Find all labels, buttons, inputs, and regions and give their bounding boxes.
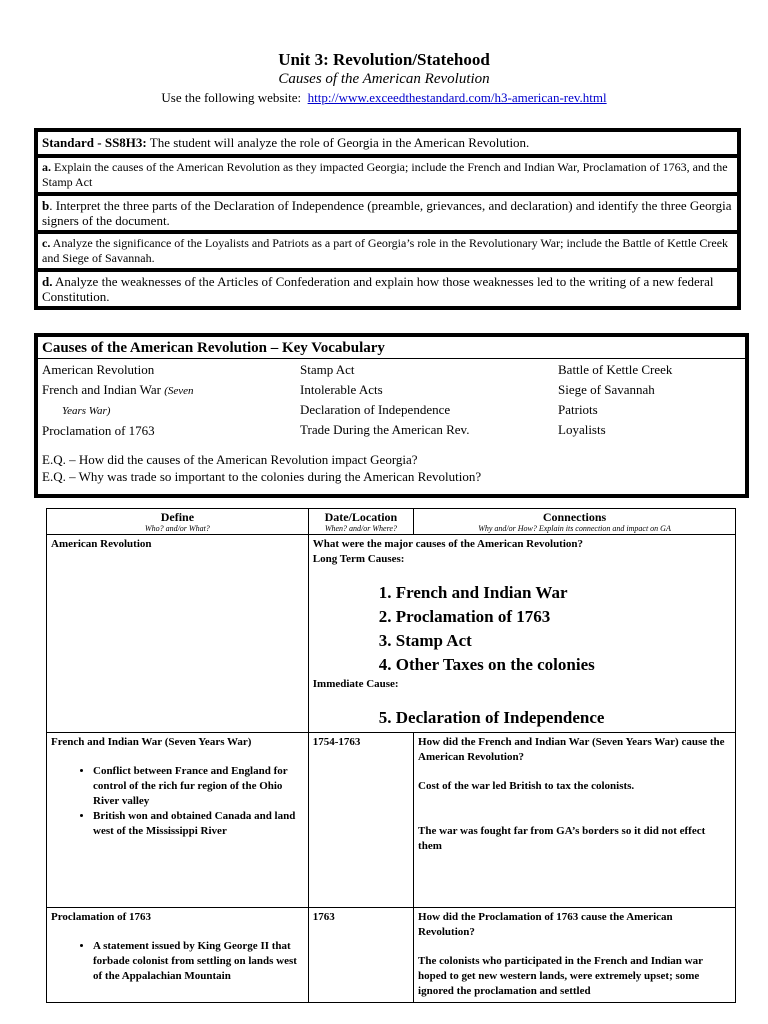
- term: Proclamation of 1763: [51, 911, 152, 923]
- header-label: Connections: [542, 510, 607, 524]
- vocab-term: Siege of Savannah: [558, 382, 655, 397]
- page-title: Unit 3: Revolution/Statehood: [278, 50, 490, 69]
- standard-item-text: Explain the causes of the American Revolution as they impacted Georgia; include the French and Indian War, Proclamation of 1763, and the Stamp Act: [42, 160, 728, 189]
- spacer: [418, 794, 731, 824]
- standard-item-text: Analyze the weaknesses of the Articles of Confederation and explain how those weaknesses led to the writing of a new federal Constitution.: [42, 274, 714, 304]
- define-cell: [47, 535, 309, 733]
- standard-item-letter: c.: [42, 236, 51, 250]
- immediate-causes: [313, 706, 731, 730]
- table-row: [47, 733, 736, 908]
- essential-questions: [42, 451, 741, 485]
- header-label: Date/Location: [324, 510, 398, 524]
- header-define: [47, 509, 309, 535]
- list-item: 3. Stamp Act: [378, 631, 472, 650]
- essential-question: E.Q. – Why was trade so important to the colonies during the American Revolution?: [42, 469, 482, 484]
- vocab-term-note: Years War): [62, 405, 111, 417]
- standard-item-b: [34, 192, 741, 234]
- standard-text: The student will analyze the role of Georgia in the American Revolution.: [146, 135, 530, 150]
- list-item: 2. Proclamation of 1763: [378, 607, 551, 626]
- standard-item-text: . Interpret the three parts of the Declaration of Independence (preamble, grievances, and declaration) and identify the three Georgia signers of the document.: [42, 198, 732, 228]
- vocabulary-column-1: [42, 360, 300, 441]
- header-label: Define: [160, 510, 195, 524]
- header-connections: [414, 509, 736, 535]
- definition-list: [51, 764, 304, 839]
- list-item: 1. French and Indian War: [378, 583, 568, 602]
- page-subtitle: Causes of the American Revolution: [278, 71, 490, 87]
- list-item: • British won and obtained Canada and land west of the Mississippi River: [93, 809, 304, 839]
- vocab-term-main: French and Indian War: [42, 382, 161, 397]
- connections-cell: [414, 733, 736, 908]
- list-item: • Conflict between France and England for control of the rich fur region of the Ohio River valley: [93, 764, 304, 809]
- term: American Revolution: [51, 538, 152, 550]
- standards-box: [34, 128, 741, 306]
- define-cell: [47, 733, 309, 908]
- question: How did the French and Indian War (Seven Years War) cause the American Revolution?: [418, 736, 725, 763]
- long-term-causes: [313, 581, 731, 677]
- vocabulary-title: Causes of the American Revolution – Key Vocabulary: [38, 339, 745, 359]
- term: French and Indian War (Seven Years War): [51, 736, 252, 748]
- table-row: [47, 908, 736, 1003]
- list-item: 4. Other Taxes on the colonies: [378, 655, 595, 674]
- vocabulary-column-3: [558, 360, 738, 441]
- vocabulary-grid: [42, 360, 741, 441]
- vocab-term: Trade During the American Rev.: [300, 422, 470, 437]
- answer: The war was fought far from GA’s borders so it did not effect them: [418, 825, 706, 852]
- definition-list: [51, 939, 304, 984]
- standard-item-letter: b: [42, 198, 50, 213]
- date-cell: 1763: [308, 908, 413, 1003]
- vocabulary-box: [34, 333, 749, 498]
- vocab-term-note: (Seven: [164, 385, 194, 397]
- header-date-location: [308, 509, 413, 535]
- standard-item-a: [34, 154, 741, 196]
- standard-item-d: [34, 268, 741, 310]
- question: How did the Proclamation of 1763 cause the American Revolution?: [418, 911, 673, 938]
- immediate-label: Immediate Cause:: [312, 678, 399, 690]
- connections-cell: [308, 535, 735, 733]
- vocabulary-column-2: [300, 360, 558, 441]
- standard-item-letter: a.: [42, 160, 51, 174]
- vocab-term: Loyalists: [558, 422, 606, 437]
- question: What were the major causes of the American Revolution?: [312, 538, 584, 550]
- spacer: [418, 765, 731, 779]
- vocab-term: American Revolution: [42, 362, 155, 377]
- connections-cell: [414, 908, 736, 1003]
- standard-item-letter: d.: [42, 274, 53, 289]
- standard-item-text: Analyze the significance of the Loyalists and Patriots as a part of Georgia’s role in the Revolutionary War; include the Battle of Kettle Creek and Siege of Savannah.: [42, 236, 729, 265]
- vocab-term: Proclamation of 1763: [42, 423, 155, 438]
- vocab-term: Declaration of Independence: [300, 402, 451, 417]
- table-header-row: [47, 509, 736, 535]
- essential-question: E.Q. – How did the causes of the American Revolution impact Georgia?: [42, 452, 418, 467]
- define-cell: [47, 908, 309, 1003]
- vocab-term: Patriots: [558, 402, 598, 417]
- vocab-term: Intolerable Acts: [300, 382, 383, 397]
- header-sub: Why and/or How? Explain its connection and impact on GA: [478, 524, 671, 533]
- website-link[interactable]: http://www.exceedthestandard.com/h3-american-rev.html: [307, 90, 607, 105]
- list-item: • A statement issued by King George II that forbade colonist from settling on lands west of the Appalachian Mountain: [93, 939, 304, 984]
- table-row: [47, 535, 736, 733]
- vocab-term: Battle of Kettle Creek: [558, 362, 673, 377]
- standard-label: Standard - SS8H3:: [42, 135, 147, 150]
- website-prefix: Use the following website:: [161, 90, 302, 105]
- long-term-label: Long Term Causes:: [312, 553, 405, 565]
- vocab-term: [42, 380, 300, 401]
- standard-item-c: [34, 230, 741, 272]
- header-sub: When? and/or Where?: [324, 524, 397, 533]
- answer: Cost of the war led British to tax the colonists.: [418, 780, 635, 792]
- vocab-term: Stamp Act: [300, 362, 355, 377]
- header-sub: Who? and/or What?: [144, 524, 210, 533]
- website-line: [0, 89, 768, 106]
- answer: The colonists who participated in the French and Indian war hoped to get new western lands, were extremely upset; some ignored the proclamation and settled: [418, 955, 703, 997]
- page-header: [0, 50, 768, 106]
- date-cell: 1754-1763: [308, 733, 413, 908]
- spacer: [418, 940, 731, 954]
- list-item: 5. Declaration of Independence: [378, 708, 605, 727]
- notes-table: [46, 508, 736, 1003]
